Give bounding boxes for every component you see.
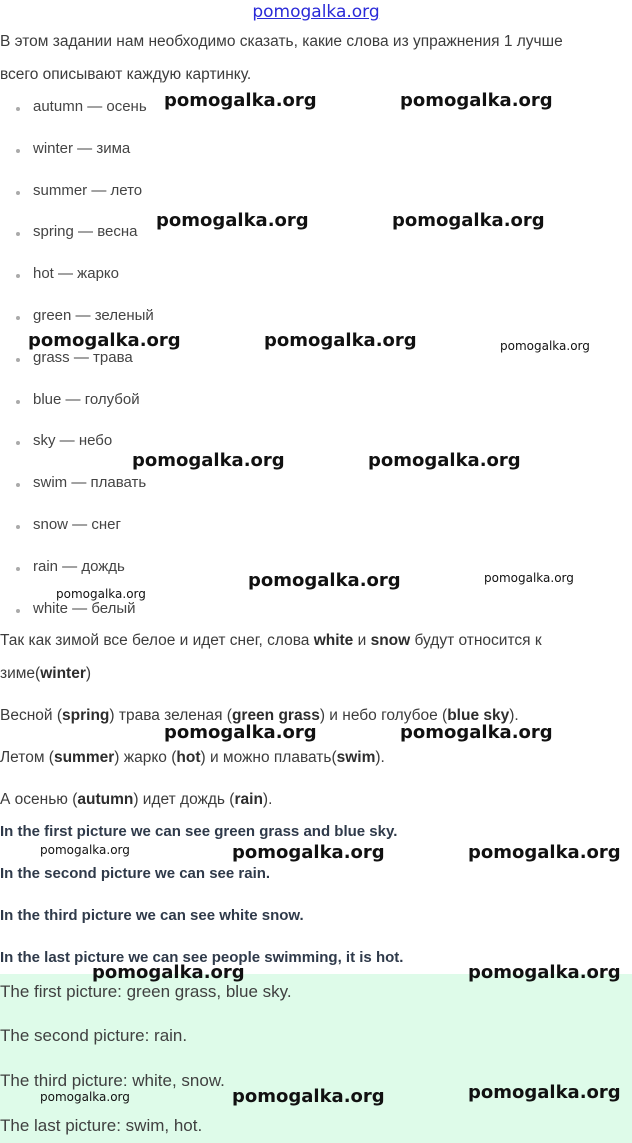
watermark: pomogalka.org (468, 842, 621, 863)
english-sentence-2: In the second picture we can see rain. (0, 865, 271, 882)
watermark: pomogalka.org (164, 90, 317, 111)
watermark: pomogalka.org (92, 962, 245, 983)
bullet-icon (16, 107, 20, 111)
answer-line-3: The third picture: white, snow. (0, 1071, 225, 1090)
watermark: pomogalka.org (264, 330, 417, 351)
list-item: snow — снег (33, 516, 121, 533)
bullet-icon (16, 191, 20, 195)
watermark: pomogalka.org (132, 450, 285, 471)
bullet-icon (16, 441, 20, 445)
intro-line-2: всего описывают каждую картинку. (0, 66, 252, 83)
english-sentence-1: In the first picture we can see green grass and blue sky. (0, 823, 398, 840)
watermark: pomogalka.org (28, 330, 181, 351)
list-item: winter — зима (33, 139, 131, 157)
answer-line-1: The first picture: green grass, blue sky. (0, 982, 292, 1001)
watermark: pomogalka.org (500, 339, 590, 353)
watermark: pomogalka.org (156, 210, 309, 231)
bullet-icon (16, 358, 20, 362)
watermark: pomogalka.org (248, 570, 401, 591)
list-item: green — зеленый (33, 307, 154, 324)
autumn-paragraph: А осенью (autumn) идет дождь (rain). (0, 791, 273, 808)
english-sentence-3: In the third picture we can see white snow. (0, 907, 304, 924)
watermark: pomogalka.org (232, 1086, 385, 1107)
watermark: pomogalka.org (56, 587, 146, 601)
bullet-icon (16, 567, 20, 571)
answer-line-4: The last picture: swim, hot. (0, 1116, 203, 1135)
site-link[interactable]: pomogalka.org (252, 2, 380, 22)
winter-paragraph-line-1: Так как зимой все белое и идет снег, слова white и snow будут относится к (0, 632, 542, 649)
watermark: pomogalka.org (40, 1090, 130, 1104)
list-item: summer — лето (33, 181, 143, 199)
summer-paragraph: Летом (summer) жарко (hot) и можно плавать(swim). (0, 749, 385, 766)
watermark: pomogalka.org (400, 722, 553, 743)
watermark: pomogalka.org (232, 842, 385, 863)
bullet-icon (16, 149, 20, 153)
watermark: pomogalka.org (164, 722, 317, 743)
winter-paragraph-line-2: зиме(winter) (0, 665, 92, 682)
bullet-icon (16, 483, 20, 487)
list-item: white — белый (33, 599, 136, 617)
watermark: pomogalka.org (468, 962, 621, 983)
watermark: pomogalka.org (484, 571, 574, 585)
watermark: pomogalka.org (40, 843, 130, 857)
list-item: rain — дождь (33, 557, 125, 575)
spring-paragraph: Весной (spring) трава зеленая (green grass) и небо голубое (blue sky). (0, 707, 519, 724)
bullet-icon (16, 274, 20, 278)
list-item: autumn — осень (33, 98, 147, 115)
answer-line-2: The second picture: rain. (0, 1026, 188, 1045)
english-sentence-4: In the last picture we can see people swimming, it is hot. (0, 949, 404, 966)
bullet-icon (16, 316, 20, 320)
list-item: hot — жарко (33, 265, 119, 283)
list-item: blue — голубой (33, 390, 140, 408)
intro-line-1: В этом задании нам необходимо сказать, какие слова из упражнения 1 лучше (0, 33, 563, 50)
bullet-icon (16, 609, 20, 613)
bullet-icon (16, 232, 20, 236)
watermark: pomogalka.org (368, 450, 521, 471)
list-item: swim — плавать (33, 474, 147, 492)
bullet-icon (16, 525, 20, 529)
watermark: pomogalka.org (400, 90, 553, 111)
list-item: grass — трава (33, 348, 133, 366)
list-item: spring — весна (33, 223, 138, 241)
bullet-icon (16, 400, 20, 404)
watermark: pomogalka.org (468, 1082, 621, 1103)
watermark: pomogalka.org (392, 210, 545, 231)
list-item: sky — небо (33, 432, 113, 450)
